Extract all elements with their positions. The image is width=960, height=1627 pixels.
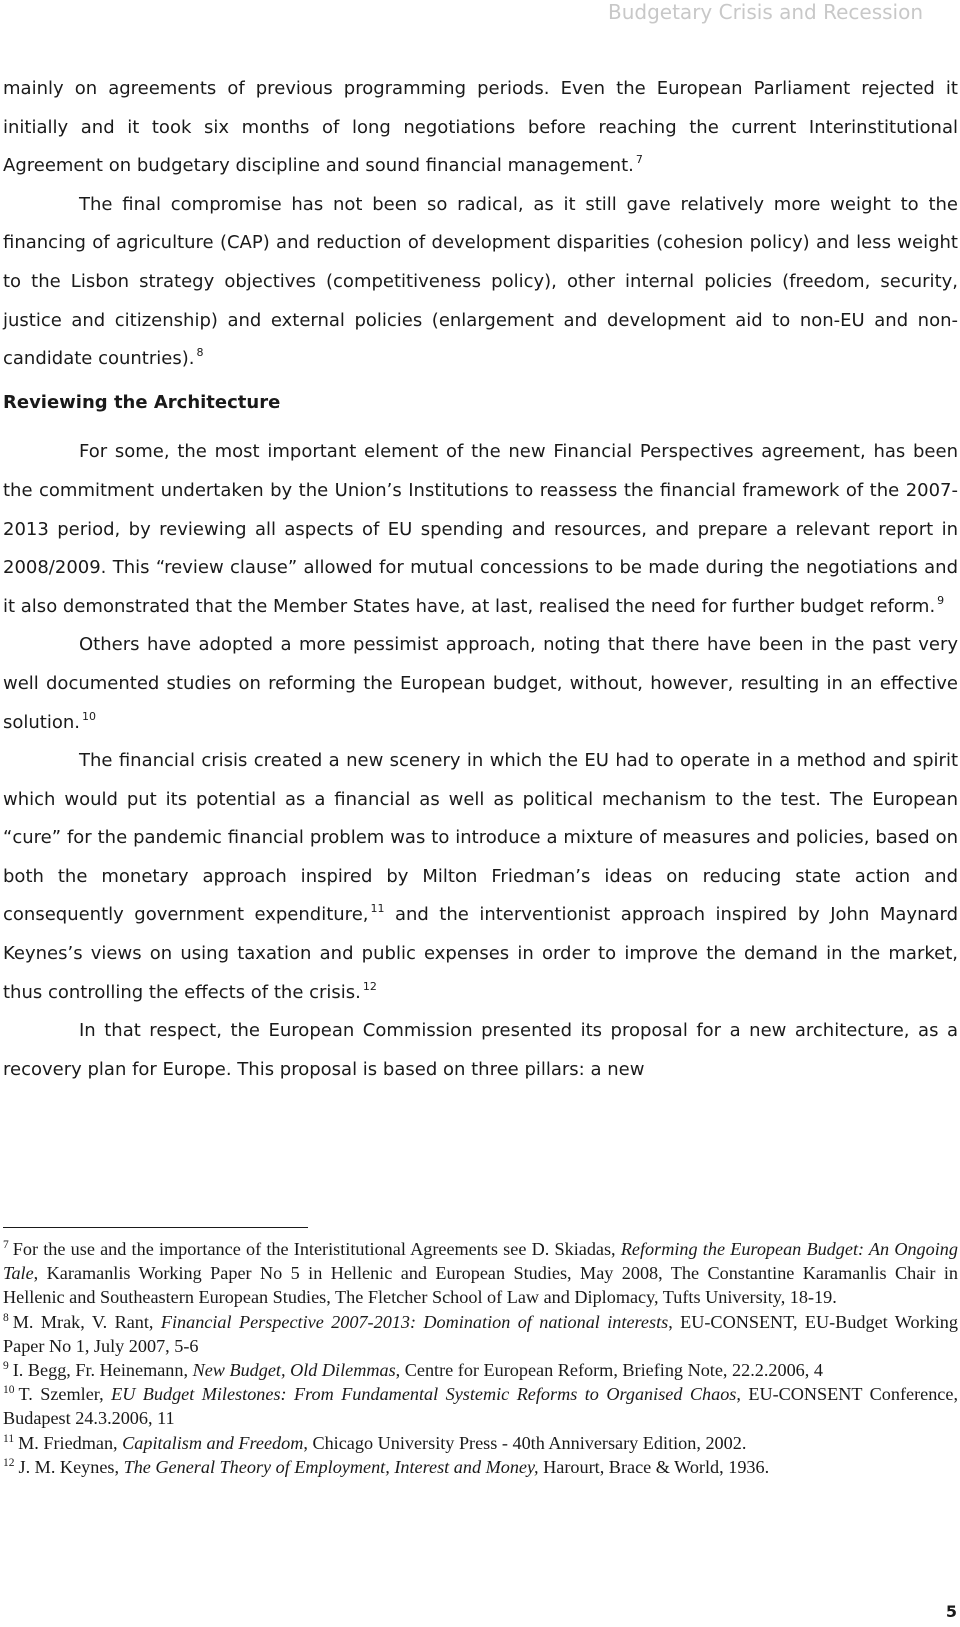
paragraph-text: For some, the most important element of the new Financial Perspectives agreement, has been the commitment undertaken by the Union’s Institutions to reassess the financial framework of the 2007-2013 period, by reviewing all aspects of EU spending and resources, and prepare a relevant report in 2008/2009. This “review clause” allowed for mutual concessions to be made during the negotiations and it also demonstrated that the Member States have, at last, realised the need for further budget reform. xyxy=(3,441,958,617)
footnote-number: 11 xyxy=(3,1432,15,1445)
footnote xyxy=(3,1455,958,1479)
footnote-text: T. Szemler, xyxy=(18,1384,112,1405)
paragraph xyxy=(3,1012,958,1089)
paragraph-text: The financial crisis created a new scenery in which the EU had to operate in a method and spirit which would put its potential as a financial as well as political mechanism to the test. The European “cure” for the pandemic financial problem was to introduce a mixture of measures and policies, based on both the monetary approach inspired by Milton Friedman’s ideas on reducing state action and consequently government expenditure, xyxy=(3,750,958,926)
footnote-text: M. Friedman, xyxy=(18,1432,123,1453)
footnote-text: , EU-CONSENT, EU-Budget Working Paper No 1, July 2007, 5-6 xyxy=(3,1311,958,1356)
footnote-text: J. M. Keynes, xyxy=(18,1456,124,1477)
footnote-text: I. Begg, Fr. Heinemann, xyxy=(12,1360,193,1381)
footnote-text: For the use and the importance of the Interistitutional Agreements see D. Skiadas, xyxy=(12,1239,621,1259)
footnote-text: Harourt, Brace & World, 1936. xyxy=(538,1456,770,1477)
footnote-text: , Chicago University Press - 40th Anniversary Edition, 2002. xyxy=(303,1432,747,1453)
footnote-title: Reforming the European Budget: An Ongoing Tale xyxy=(3,1239,958,1284)
footnote-title: EU Budget Milestones: From Fundamental Systemic Reforms to Organised Chaos xyxy=(111,1384,737,1405)
footnote xyxy=(3,1310,958,1358)
footnote-reference[interactable]: 12 xyxy=(362,979,377,993)
paragraph-text: mainly on agreements of previous programming periods. Even the European Parliament rejected it initially and it took six months of long negotiations before reaching the current Interinstitutional Agreement on budgetary discipline and sound financial management. xyxy=(3,78,958,177)
footnote-number: 10 xyxy=(3,1384,15,1397)
footnote-number: 12 xyxy=(3,1456,15,1469)
footnote-reference[interactable]: 10 xyxy=(82,709,97,723)
footnote-reference[interactable]: 8 xyxy=(196,346,204,360)
footnote xyxy=(3,1382,958,1430)
footnote xyxy=(3,1358,958,1382)
paragraph-text: Others have adopted a more pessimist approach, noting that there have been in the past very well documented studies on reforming the European budget, without, however, resulting in an effective solution. xyxy=(3,634,958,733)
footnotes xyxy=(3,1237,958,1479)
paragraph-text: In that respect, the European Commission presented its proposal for a new architecture, as a recovery plan for Europe. This proposal is based on three pillars: a new xyxy=(3,1020,958,1080)
footnote-text: , Centre for European Reform, Briefing Note, 22.2.2006, 4 xyxy=(395,1360,823,1381)
footnote-reference[interactable]: 7 xyxy=(635,153,643,167)
running-header: Budgetary Crisis and Recession xyxy=(608,0,923,24)
footnote-text: , Karamanlis Working Paper No 5 in Hellenic and European Studies, May 2008, The Constantine Karamanlis Chair in Hellenic and Southeastern European Studies, The Fletcher School of Law and Diplomacy, Tufts University, 18-19. xyxy=(3,1263,958,1308)
paragraph xyxy=(3,742,958,1012)
footnote-title: The General Theory of Employment, Interest and Money, xyxy=(123,1456,539,1477)
paragraph xyxy=(3,433,958,626)
page-number: 5 xyxy=(945,1602,957,1621)
footnote-number: 7 xyxy=(3,1239,9,1251)
footnote-title: New Budget, Old Dilemmas xyxy=(192,1360,396,1381)
paragraph xyxy=(3,70,958,186)
body-text xyxy=(3,70,958,1089)
footnote-number: 8 xyxy=(3,1311,9,1324)
footnote xyxy=(3,1431,958,1455)
footnote-text: , EU-CONSENT Conference, Budapest 24.3.2006, 11 xyxy=(3,1384,958,1429)
footnote-title: Capitalism and Freedom xyxy=(122,1432,304,1453)
paragraph-text: and the interventionist approach inspired by John Maynard Keynes’s views on using taxation and public expenses in order to improve the demand in the market, thus controlling the effects of the crisis. xyxy=(3,904,959,1003)
footnote-reference[interactable]: 9 xyxy=(937,593,945,607)
footnote xyxy=(3,1237,958,1310)
footnote-reference[interactable]: 11 xyxy=(370,902,385,916)
paragraph-text: The final compromise has not been so radical, as it still gave relatively more weight to the financing of agriculture (CAP) and reduction of development disparities (cohesion policy) and less weight to the Lisbon strategy objectives (competitiveness policy), other internal policies (freedom, security, justice and citizenship) and external policies (enlargement and development aid to non-EU and non-candidate countries). xyxy=(3,193,958,370)
footnote-number: 9 xyxy=(3,1360,9,1373)
footnote-text: M. Mrak, V. Rant, xyxy=(12,1311,161,1332)
paragraph xyxy=(3,626,958,742)
section-heading: Reviewing the Architecture xyxy=(3,391,281,413)
footnote-divider xyxy=(3,1227,308,1228)
paragraph xyxy=(3,186,958,379)
footnote-title: Financial Perspective 2007-2013: Domination of national interests xyxy=(160,1311,669,1332)
